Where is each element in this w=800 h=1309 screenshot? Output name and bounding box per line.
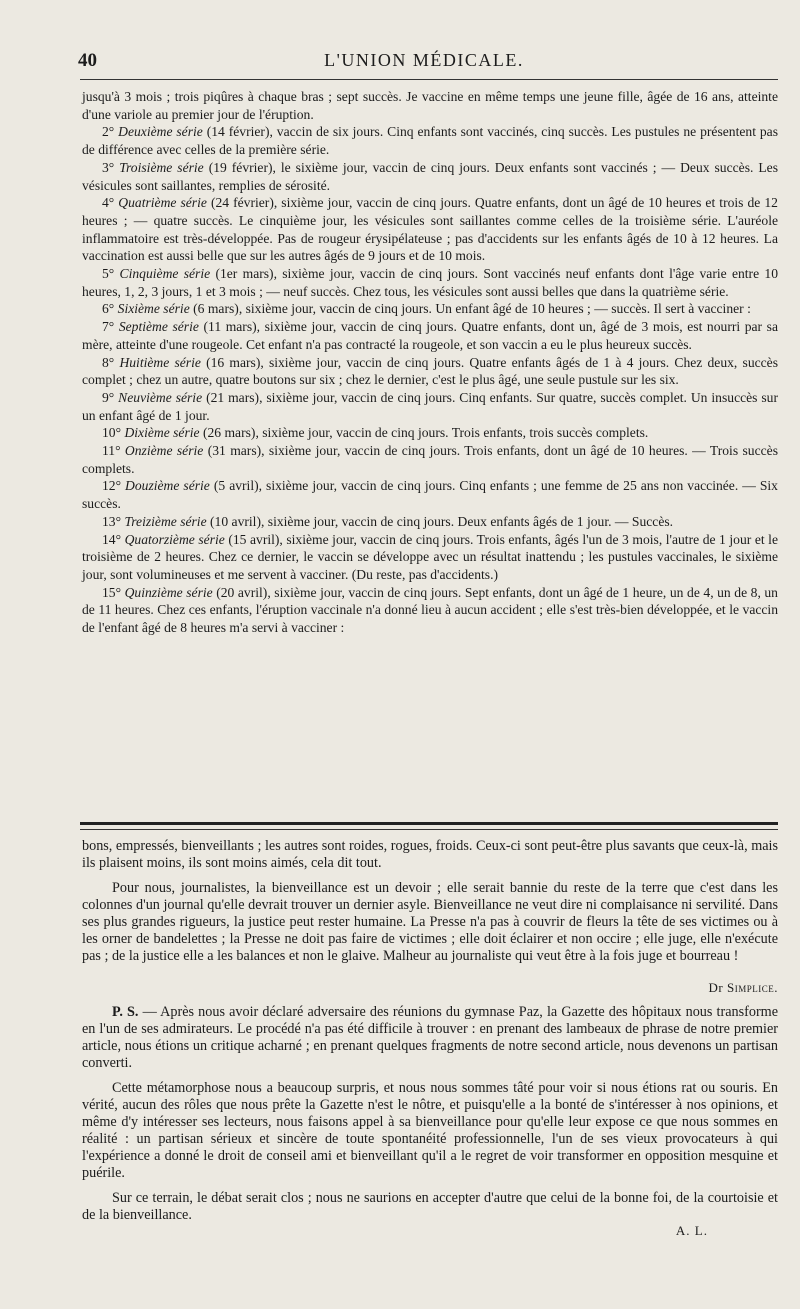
series-number: 5° xyxy=(102,266,115,282)
series-text: (21 mars), sixième jour, vaccin de cinq jours. Cinq enfants. Sur quatre, succès complet. Un insuccès sur un enfant âgé de 1 jour. xyxy=(82,389,778,423)
series-number: 11° xyxy=(102,443,121,459)
series-number: 4° xyxy=(102,195,115,211)
series-text: (5 avril), sixième jour, vaccin de cinq jours. Cinq enfants ; une femme de 25 ans non vaccinée. — Six succès. xyxy=(82,478,778,512)
column-separator-rule-thin xyxy=(80,829,778,830)
series-number: 8° xyxy=(102,354,115,370)
header-rule xyxy=(80,79,778,80)
series-number: 9° xyxy=(102,389,115,405)
series-name: Douzième série xyxy=(125,478,210,494)
series-name: Quatorzième série xyxy=(124,531,225,547)
series-name: Sixième série xyxy=(117,301,190,317)
vaccination-report xyxy=(82,88,778,637)
postscript-label: P. S. xyxy=(112,1004,139,1020)
author-initials: A. L. xyxy=(675,1223,708,1238)
series-name: Dixième série xyxy=(124,425,200,441)
series-paragraph xyxy=(82,194,778,265)
postscript-text: — Après nous avoir déclaré adversaire des réunions du gymnase Paz, la Gazette des hôpitaux nous transforme en l'un de ses admirateurs. Le procédé n'a pas été difficile à trouver : en prenant des lambeaux de phrase de notre premier article, nous étions un critique acharné ; en prenant quelques fragments de notre second article, nous devenons un partisan converti. xyxy=(82,1004,778,1071)
page-number: 40 xyxy=(78,50,97,71)
postscript-paragraph xyxy=(82,1004,778,1072)
series-paragraph xyxy=(82,442,778,477)
signature-name: Simplice. xyxy=(727,980,778,995)
column-separator-rule xyxy=(80,822,778,825)
signature-prefix: Dr xyxy=(708,980,724,995)
series-text: (16 mars), sixième jour, vaccin de cinq jours. Quatre enfants âgés de 1 à 4 jours. Chez deux, succès complet ; chez un autre, quatre boutons sur six ; chez le dernier, c'est le plus âgé, une seule pustule sur les six. xyxy=(82,354,779,388)
series-paragraph xyxy=(82,531,778,584)
series-name: Deuxième série xyxy=(118,124,203,140)
series-name: Huitième série xyxy=(119,354,201,370)
series-paragraph xyxy=(82,584,778,637)
series-number: 3° xyxy=(102,159,115,175)
series-text: (1er mars), sixième jour, vaccin de cinq jours. Sont vaccinés neuf enfants dont l'âge varie entre 10 heures, 1, 2, 3 jours, 1 et 3 mois ; — neuf succès. Chez tous, les vésicules sont aussi belles que dans la quatrième série. xyxy=(82,266,778,299)
series-number: 13° xyxy=(102,513,122,529)
series-number: 15° xyxy=(102,584,122,600)
series-paragraph xyxy=(82,389,778,424)
series-text: (19 février), le sixième jour, vaccin de cinq jours. Deux enfants sont vaccinés ; — Deux succès. Les vésicules sont saillantes, remplies de sérosité. xyxy=(82,159,778,193)
author-signature xyxy=(82,979,778,996)
editorial-paragraph: Cette métamorphose nous a beaucoup surpris, et nous nous sommes tâté pour voir si nous étions rat ou souris. En vérité, aucun des rôles que nous prête la Gazette n'est le nôtre, et puisqu'elle a la bonté de s'intéresser à nos opinions, et même d'y intéresser ses lecteurs, nous faisons appel à sa bienveillance pour qu'elle leur expose ce que nous sommes en réalité : un partisan sérieux et sincère de toute spontanéité professionnelle, l'un de ses vieux provocateurs à qui l'expérience a donné le droit de conseil ami et bienveillant qu'il a le regret de voir transformer en opposition mesquine et puérile. xyxy=(82,1080,778,1181)
series-name: Troisième série xyxy=(119,159,204,175)
editorial-paragraph: bons, empressés, bienveillants ; les autres sont roides, rogues, froids. Ceux-ci sont peut-être plus savants que ceux-là, mais ils plaisent moins, ils sont moins aimés, cela dit tout. xyxy=(82,838,778,871)
series-name: Septième série xyxy=(118,319,199,335)
page-header xyxy=(78,48,770,78)
series-paragraph xyxy=(82,159,778,194)
running-title: L'UNION MÉDICALE. xyxy=(324,50,524,70)
series-name: Onzième série xyxy=(124,443,204,459)
series-number: 14° xyxy=(102,531,122,547)
series-text: (11 mars), sixième jour, vaccin de cinq jours. Quatre enfants, dont un, âgé de 3 mois, est nourri par sa mère, atteinte d'une rougeole. Cet enfant n'a pas contracté la rougeole, et son vaccin a eu le plus heureux succès. xyxy=(82,319,778,352)
series-paragraph xyxy=(82,354,778,389)
editorial-paragraph: Pour nous, journalistes, la bienveillance est un devoir ; elle serait bannie du reste de la terre que c'est dans les colonnes d'un journal qu'elle devrait trouver un dernier asyle. Bienveillance ne veut dire ni complaisance ni servilité. Dans ses plus grandes rigueurs, la justice peut rester humaine. La Presse n'a pas à couvrir de fleurs la tête de ses victimes ou à les orner de bandelettes ; la Presse ne doit pas faire de victimes ; elle doit éclairer et non occire ; elle juge, elle n'exécute pas ; de la justice elle a les balances et non le glaive. Malheur au journaliste qui veut être à la fois juge et bourreau ! xyxy=(82,880,778,964)
series-text: (14 février), vaccin de six jours. Cinq enfants sont vaccinés, cinq succès. Les pustules ne présentent pas de différence avec celles de la première série. xyxy=(82,124,778,158)
series-text: (10 avril), sixième jour, vaccin de cinq jours. Deux enfants âgés de 1 jour. — Succès. xyxy=(210,513,674,529)
editorial-paragraph: Sur ce terrain, le débat serait clos ; nous ne saurions en accepter d'autre que celui de la bonne foi, de la courtoisie et de la bienveillance. xyxy=(82,1190,778,1223)
series-paragraph xyxy=(82,318,778,353)
series-name: Neuvième série xyxy=(118,389,203,405)
series-name: Cinquième série xyxy=(119,266,211,282)
series-list xyxy=(82,123,778,636)
series-text: (15 avril), sixième jour, vaccin de cinq jours. Trois enfants, âgés l'un de 3 mois, l'autre de 1 jour et le troisième de 2 heures. Chez ce dernier, le vaccin se développe avec un résultat inattendu ; les pustules vaccinales, le sixième jour, sont volumineuses et me servent à vacciner. (Du reste, pas d'accidents.) xyxy=(82,531,778,582)
series-number: 7° xyxy=(102,319,115,335)
series-text: (24 février), sixième jour, vaccin de cinq jours. Quatre enfants, dont un âgé de 10 heures et trois de 12 heures ; — quatre succès. Le cinquième jour, les vésicules sont saillantes comme celles de la troisième série. L'auréole inflammatoire est très-développée. Pas de rougeur érysipélateuse ; pas d'accidents sur les enfants âgés de 10 à 12 heures. La vaccination est aussi belle que sur les autres âgés de 9 jours et de 10 mois. xyxy=(82,195,778,264)
series-name: Quinzième série xyxy=(124,584,213,600)
series-number: 12° xyxy=(102,478,122,494)
series-paragraph xyxy=(82,123,778,158)
series-paragraph xyxy=(82,265,778,300)
series-paragraph xyxy=(82,300,778,318)
series-text: (31 mars), sixième jour, vaccin de cinq jours. Trois enfants, dont un âgé de 10 heures. — Trois succès complets. xyxy=(82,443,778,476)
series-paragraph xyxy=(82,513,778,531)
series-paragraph xyxy=(82,477,778,512)
series-text: (20 avril), sixième jour, vaccin de cinq jours. Sept enfants, dont un âgé de 1 heure, un de 4, un de 8, un de 11 heures. Chez ces enfants, l'éruption vaccinale n'a donné lieu à aucun accident ; elle s'est très-bien développée, et le vaccin de l'enfant âgé de 8 heures m'a servi à vacciner : xyxy=(82,584,778,636)
series-name: Treizième série xyxy=(124,513,207,529)
series-number: 2° xyxy=(102,124,115,140)
editorial-section xyxy=(82,838,778,1239)
series-number: 10° xyxy=(102,425,122,441)
series-name: Quatrième série xyxy=(118,195,207,211)
report-paragraph: jusqu'à 3 mois ; trois piqûres à chaque bras ; sept succès. Je vaccine en même temps une jeune fille, âgée de 16 ans, atteinte d'une variole au premier jour de l'éruption. xyxy=(82,89,778,122)
series-text: (6 mars), sixième jour, vaccin de cinq jours. Un enfant âgé de 10 heures ; — succès. Il sert à vacciner : xyxy=(193,301,751,317)
series-paragraph xyxy=(82,424,778,442)
series-number: 6° xyxy=(102,301,115,317)
series-text: (26 mars), sixième jour, vaccin de cinq jours. Trois enfants, trois succès complets. xyxy=(202,425,649,441)
